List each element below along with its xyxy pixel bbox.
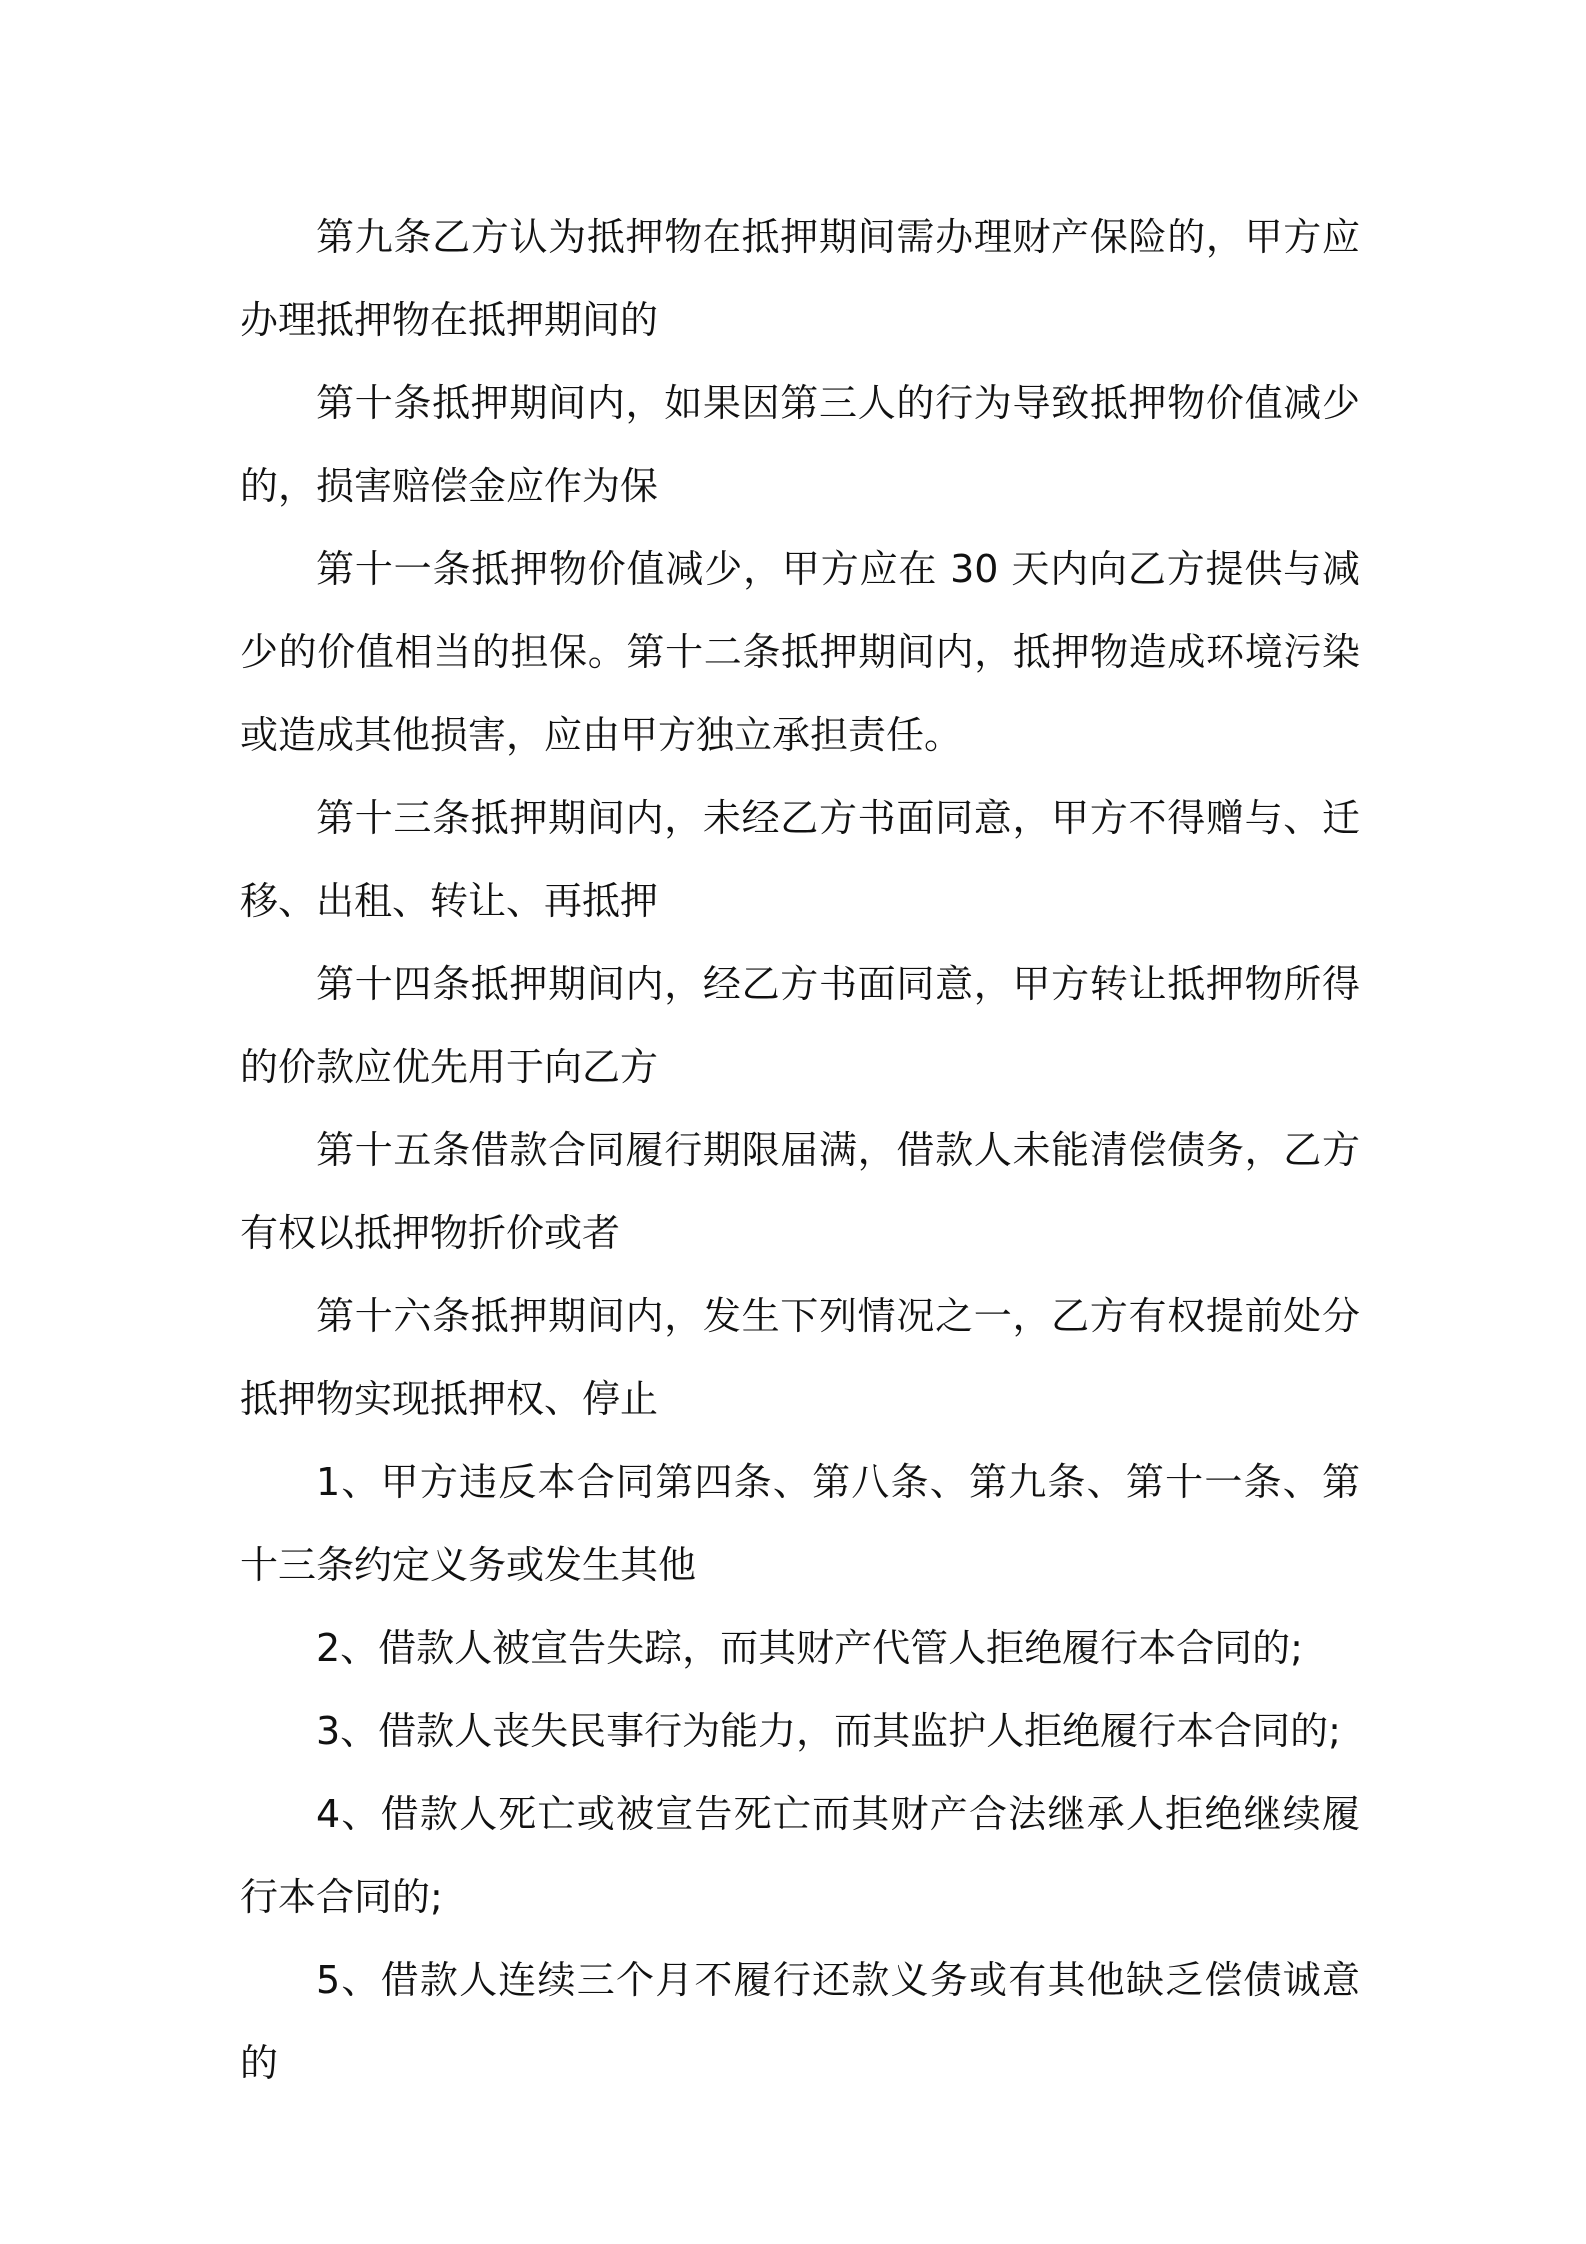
article-14-paragraph: 第十四条抵押期间内，经乙方书面同意，甲方转让抵押物所得的价款应优先用于向乙方 (240, 962, 1360, 1089)
article-11-12-paragraph: 第十一条抵押物价值减少，甲方应在 30 天内向乙方提供与减少的价值相当的担保。第十二条抵押期间内，抵押物造成环境污染或造成其他损害，应由甲方独立承担责任。 (240, 547, 1360, 757)
article-13-paragraph: 第十三条抵押期间内，未经乙方书面同意，甲方不得赠与、迁移、出租、转让、再抵押 (240, 796, 1360, 923)
article-10-paragraph: 第十条抵押期间内，如果因第三人的行为导致抵押物价值减少的，损害赔偿金应作为保 (240, 381, 1360, 508)
document-body (240, 196, 1360, 2105)
list-item-1: 1、甲方违反本合同第四条、第八条、第九条、第十一条、第十三条约定义务或发生其他 (240, 1460, 1360, 1587)
list-item-5: 5、借款人连续三个月不履行还款义务或有其他缺乏偿债诚意的 (240, 1958, 1360, 2085)
article-15-paragraph: 第十五条借款合同履行期限届满，借款人未能清偿债务，乙方有权以抵押物折价或者 (240, 1128, 1360, 1255)
list-item-4: 4、借款人死亡或被宣告死亡而其财产合法继承人拒绝继续履行本合同的; (240, 1792, 1360, 1919)
article-16-paragraph: 第十六条抵押期间内，发生下列情况之一，乙方有权提前处分抵押物实现抵押权、停止 (240, 1294, 1360, 1421)
list-item-3: 3、借款人丧失民事行为能力，而其监护人拒绝履行本合同的; (316, 1709, 1341, 1753)
article-9-paragraph: 第九条乙方认为抵押物在抵押期间需办理财产保险的，甲方应办理抵押物在抵押期间的 (240, 215, 1360, 342)
list-item-2: 2、借款人被宣告失踪，而其财产代管人拒绝履行本合同的; (316, 1626, 1303, 1670)
